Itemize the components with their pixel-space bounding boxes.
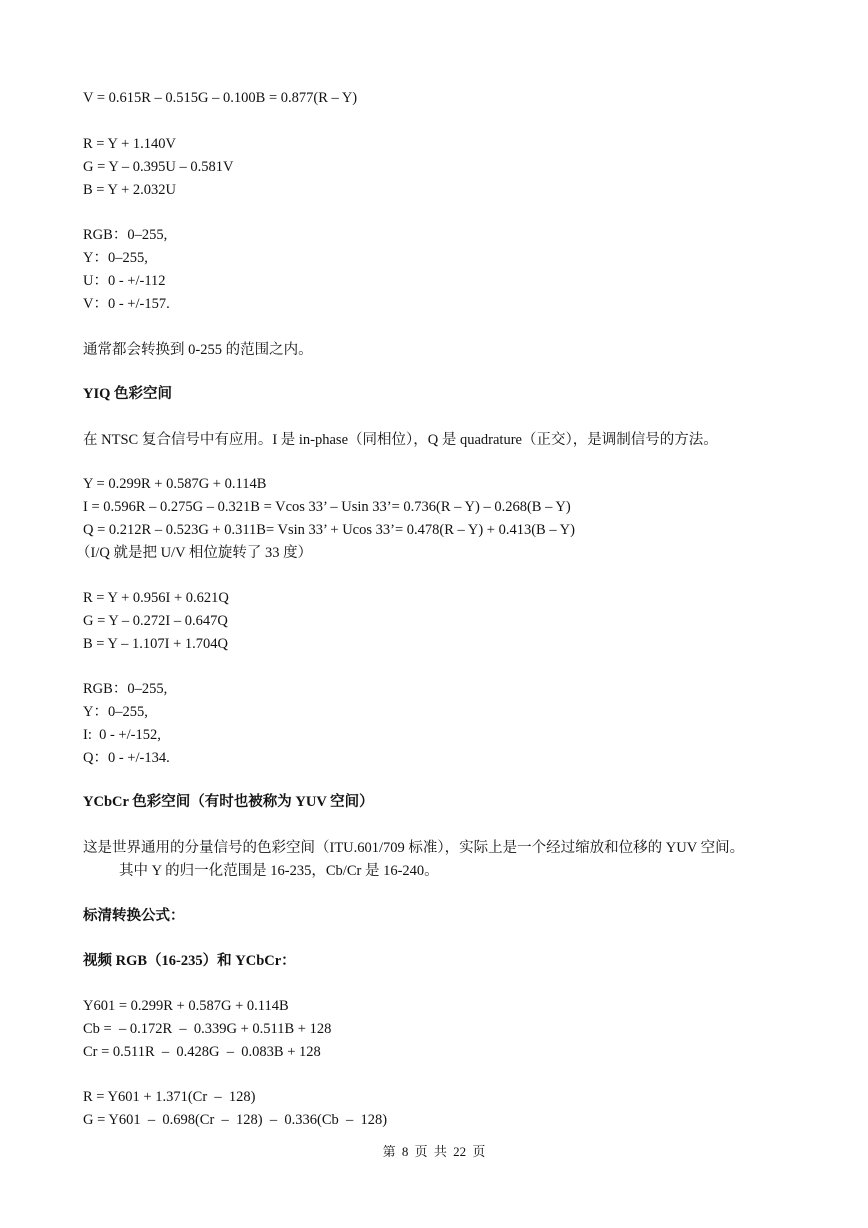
yiq-range-y: Y：0–255, bbox=[83, 704, 148, 720]
yuv-range-y: Y：0–255, bbox=[83, 250, 148, 266]
yiq-range-rgb: RGB：0–255, bbox=[83, 681, 168, 697]
r-from-ycbcr-equation: R = Y601 + 1.371(Cr – 128) bbox=[83, 1089, 256, 1105]
yiq-g-equation: G = Y – 0.272I – 0.647Q bbox=[83, 613, 228, 629]
yiq-intro: 在 NTSC 复合信号中有应用。I 是 in-phase（同相位），Q 是 quadrature（正交），是调制信号的方法。 bbox=[83, 432, 718, 448]
yuv-v-equation: V = 0.615R – 0.515G – 0.100B = 0.877(R – Y) bbox=[83, 90, 358, 106]
sd-formula-heading: 标清转换公式： bbox=[83, 908, 185, 924]
cr-equation: Cr = 0.511R – 0.428G – 0.083B + 128 bbox=[83, 1044, 321, 1060]
cb-equation: Cb = – 0.172R – 0.339G + 0.511B + 128 bbox=[83, 1021, 332, 1037]
yiq-range-q: Q：0 - +/-134. bbox=[83, 750, 170, 766]
yiq-b-equation: B = Y – 1.107I + 1.704Q bbox=[83, 636, 228, 652]
yuv-range-u: U：0 - +/-112 bbox=[83, 273, 166, 289]
page-footer: 第 8 页 共 22 页 bbox=[382, 1144, 486, 1159]
yiq-y-equation: Y = 0.299R + 0.587G + 0.114B bbox=[83, 476, 267, 492]
yiq-rotation-note: （I/Q 就是把 U/V 相位旋转了 33 度） bbox=[76, 545, 313, 561]
y601-equation: Y601 = 0.299R + 0.587G + 0.114B bbox=[83, 998, 289, 1014]
ycbcr-heading: YCbCr 色彩空间（有时也被称为 YUV 空间） bbox=[83, 794, 374, 810]
yiq-r-equation: R = Y + 0.956I + 0.621Q bbox=[83, 590, 229, 606]
yuv-g-equation: G = Y – 0.395U – 0.581V bbox=[83, 159, 234, 175]
yiq-heading: YIQ 色彩空间 bbox=[83, 386, 173, 402]
yuv-note: 通常都会转换到 0-255 的范围之内。 bbox=[83, 342, 313, 358]
yuv-range-v: V：0 - +/-157. bbox=[83, 296, 170, 312]
yiq-q-equation: Q = 0.212R – 0.523G + 0.311B= Vsin 33’ + Ucos 33’= 0.478(R – Y) + 0.413(B – Y) bbox=[83, 522, 575, 538]
video-rgb-heading: 视频 RGB（16-235）和 YCbCr： bbox=[83, 953, 296, 969]
yuv-b-equation: B = Y + 2.032U bbox=[83, 182, 177, 198]
yuv-range-rgb: RGB：0–255, bbox=[83, 227, 168, 243]
ycbcr-intro-line2: 其中 Y 的归一化范围是 16-235，Cb/Cr 是 16-240。 bbox=[119, 863, 439, 879]
g-from-ycbcr-equation: G = Y601 – 0.698(Cr – 128) – 0.336(Cb – 128) bbox=[83, 1112, 388, 1128]
yiq-i-equation: I = 0.596R – 0.275G – 0.321B = Vcos 33’ – Usin 33’= 0.736(R – Y) – 0.268(B – Y) bbox=[83, 499, 571, 515]
yuv-r-equation: R = Y + 1.140V bbox=[83, 136, 177, 152]
ycbcr-intro-line1: 这是世界通用的分量信号的色彩空间（ITU.601/709 标准），实际上是一个经过缩放和位移的 YUV 空间。 bbox=[83, 840, 745, 856]
yiq-range-i: I: 0 - +/-152, bbox=[83, 727, 161, 743]
